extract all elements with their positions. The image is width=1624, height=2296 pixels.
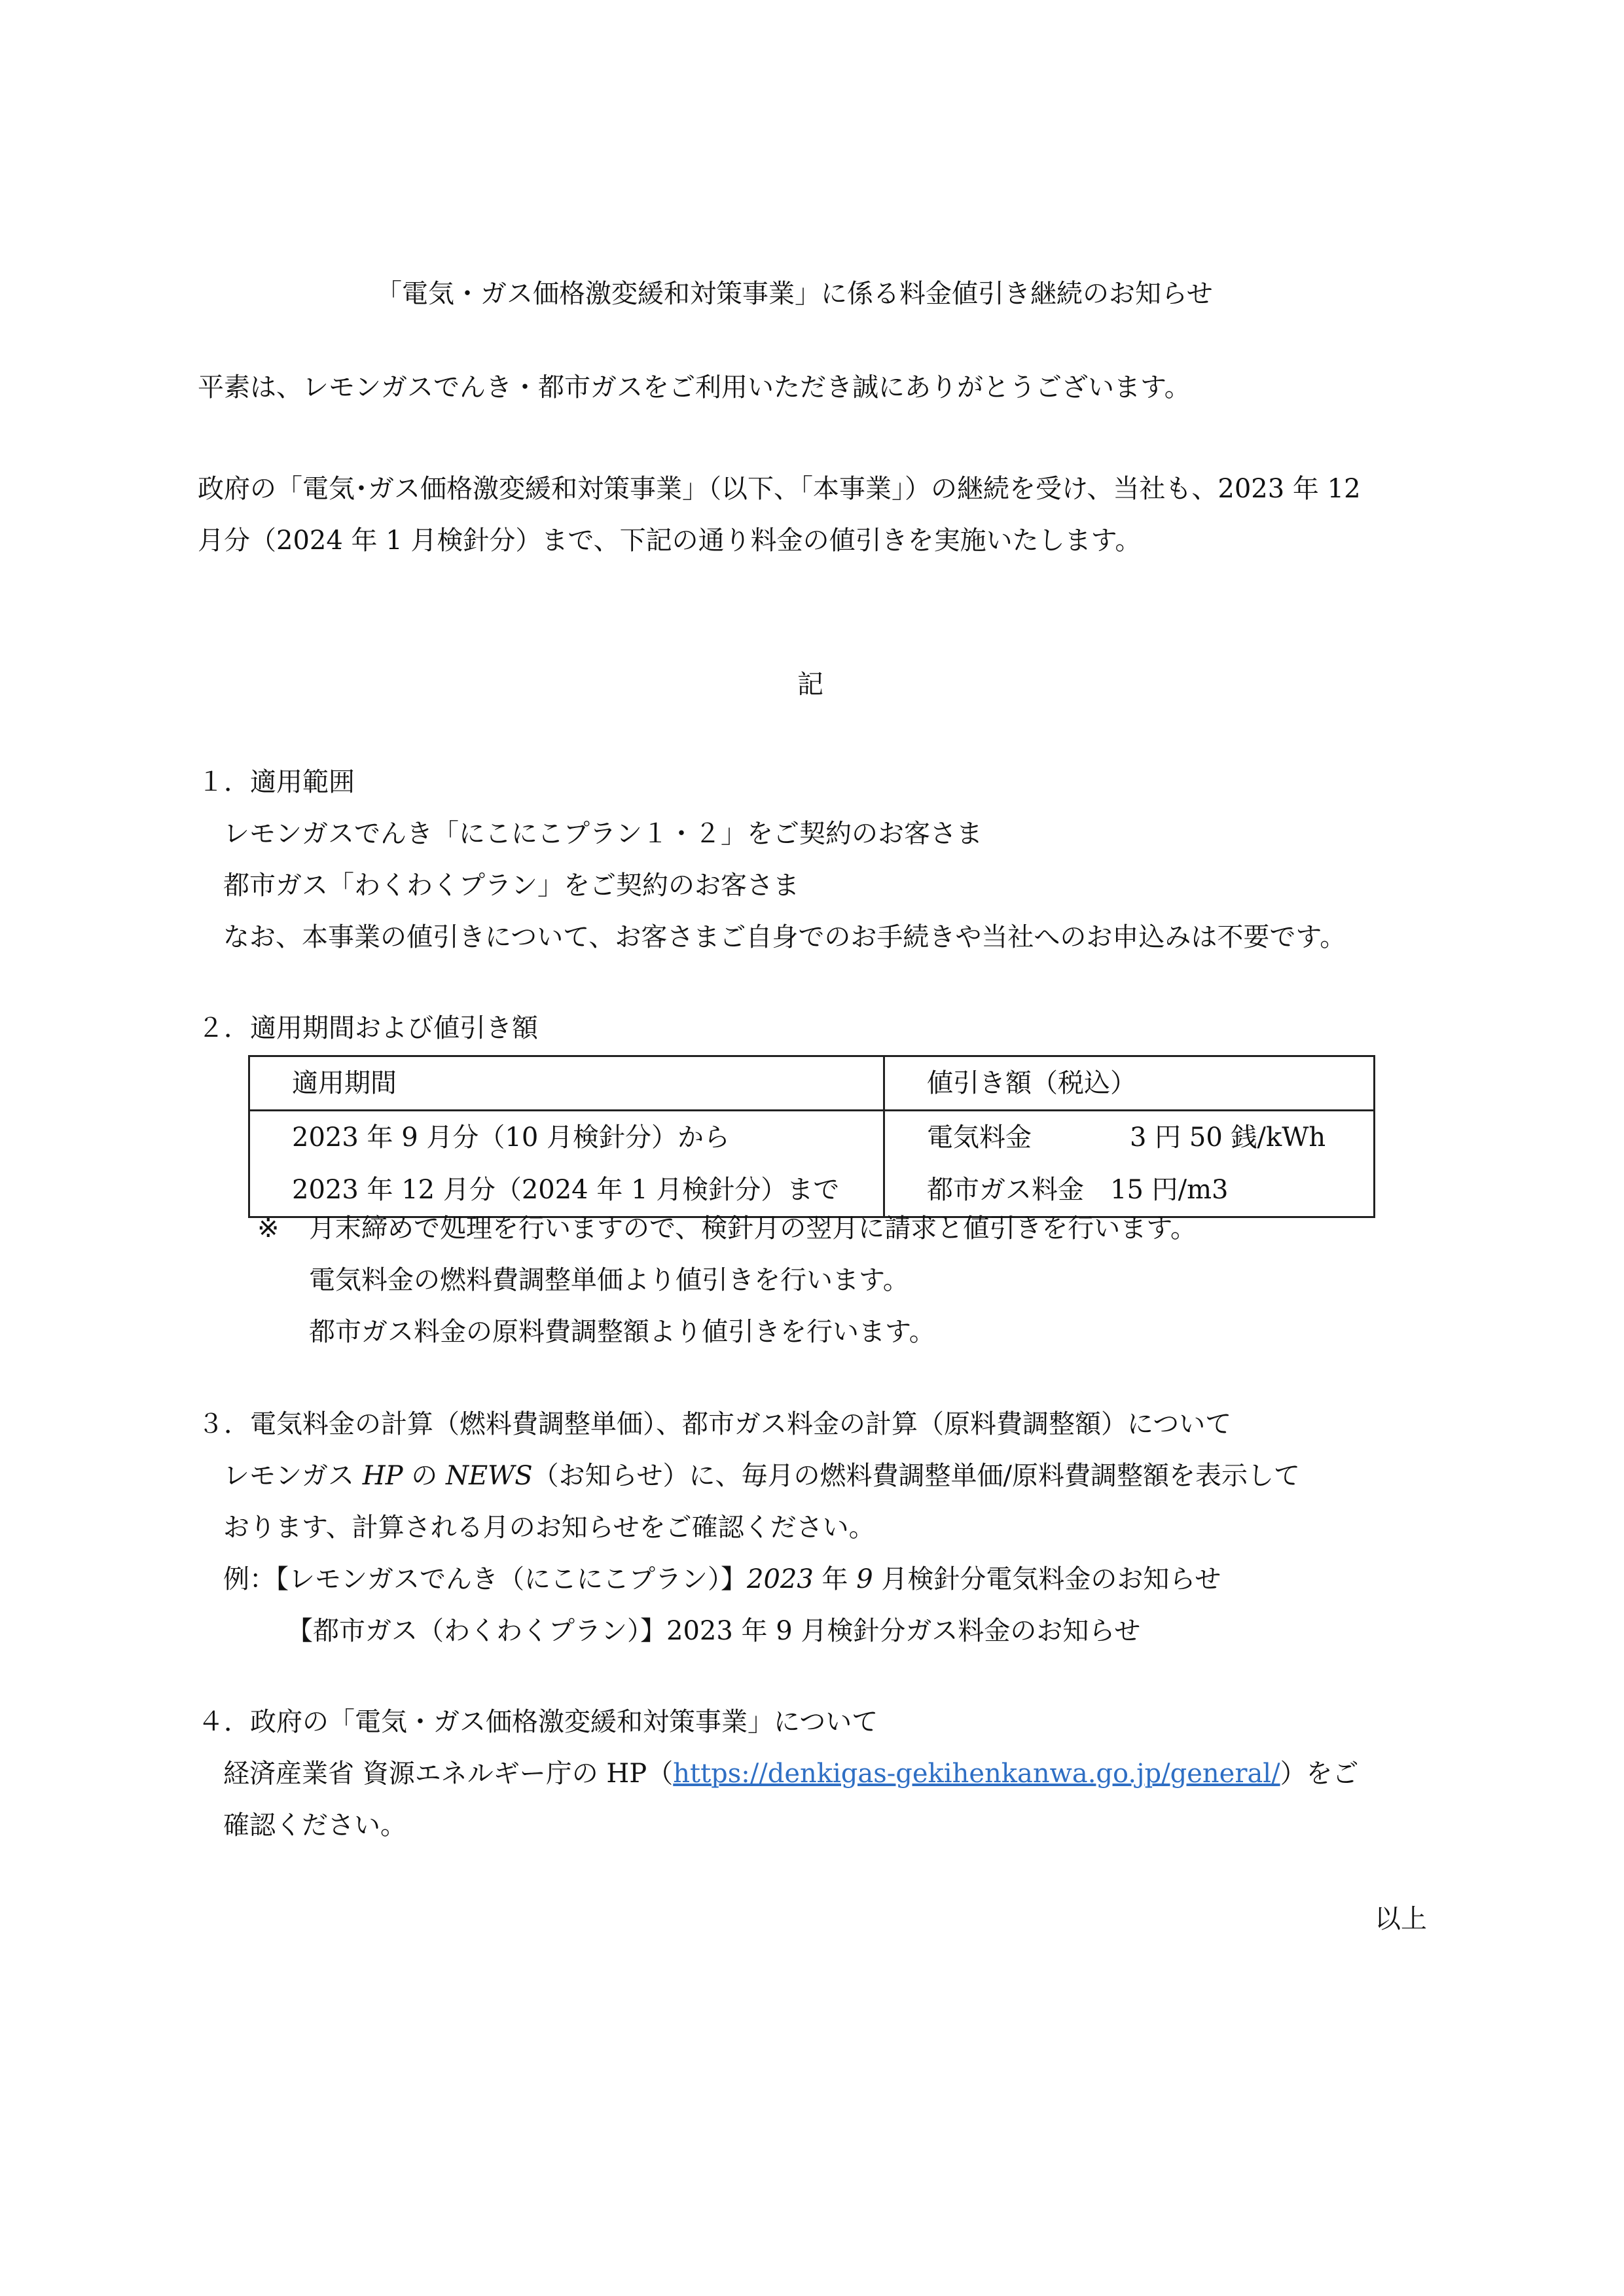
gas-label: 都市ガス料金: [927, 1175, 1084, 1205]
electricity-label: 電気料金: [927, 1122, 1032, 1153]
note-line: 都市ガス料金の原料費調整額より値引きを行います。: [309, 1317, 935, 1347]
section4-line-1: [223, 1757, 1359, 1790]
note-line: 電気料金の燃料費調整単価より値引きを行います。: [309, 1265, 909, 1295]
section1-line: 都市ガス「わくわくプラン」をご契約のお客さま: [223, 870, 799, 901]
period-end: 2023 年 12 月分（2024 年 1 月検針分）まで: [292, 1175, 840, 1205]
example-prefix: 例：: [223, 1564, 276, 1594]
government-site-link[interactable]: https://denkigas-gekihenkanwa.go.jp/general/: [673, 1759, 1280, 1789]
example-text: 【レモンガスでんき（にこにこプラン）】: [276, 1564, 747, 1594]
section3-text: の: [403, 1461, 446, 1491]
section3-text: （お知らせ）に、毎月の燃料費調整単価/原料費調整額を表示して: [532, 1461, 1300, 1491]
example-text: 月検針分電気料金のお知らせ: [873, 1564, 1221, 1594]
section4-text: 経済産業省 資源エネルギー庁の HP（: [223, 1759, 674, 1789]
example-year: 2023: [747, 1564, 814, 1594]
gas-discount: [927, 1164, 1373, 1216]
electricity-discount: [927, 1111, 1373, 1164]
section4-heading: ４．政府の「電気・ガス価格激変緩和対策事業」について: [198, 1707, 878, 1737]
intro-line-2: 月分（2024 年 1 月検針分）まで、下記の通り料金の値引きを実施いたします。: [198, 526, 1142, 556]
header-discount: 値引き額（税込）: [927, 1068, 1136, 1098]
section1-line: レモンガスでんき「にこにこプラン１・２」をご契約のお客さま: [223, 819, 983, 849]
section3-heading: ３．電気料金の計算（燃料費調整単価）、都市ガス料金の計算（原料費調整額）について: [198, 1409, 1232, 1439]
closing-text: 以上: [1375, 1904, 1427, 1934]
section4-text: ）をご: [1280, 1759, 1359, 1789]
note-mark: ※: [257, 1213, 280, 1244]
example-line-2: 【都市ガス（わくわくプラン）】2023 年 9 月検針分ガス料金のお知らせ: [287, 1616, 1141, 1646]
section3-line-1: [223, 1460, 1300, 1492]
section2-heading: ２．適用期間および値引き額: [198, 1013, 538, 1043]
table-row: [249, 1111, 1375, 1217]
section3-line-2: おります、計算される月のお知らせをご確認ください。: [223, 1513, 875, 1543]
period-start: 2023 年 9 月分（10 月検針分）から: [292, 1122, 731, 1153]
table-header-row: [249, 1056, 1375, 1111]
section1-line: なお、本事業の値引きについて、お客さまご自身でのお手続きや当社へのお申込みは不要です。: [223, 922, 1346, 952]
document-title: 「電気・ガス価格激変緩和対策事業」に係る料金値引き継続のお知らせ: [376, 279, 1213, 309]
section3-text: レモンガス: [223, 1461, 363, 1491]
electricity-value: 3 円 50 銭/kWh: [1130, 1122, 1326, 1153]
gas-value: 15 円/m3: [1110, 1175, 1229, 1205]
example-line-1: [223, 1563, 1221, 1596]
example-text: 年: [813, 1564, 857, 1594]
greeting-text: 平素は、レモンガスでんき・都市ガスをご利用いただき誠にありがとうございます。: [198, 372, 1191, 403]
news-text: NEWS: [445, 1461, 533, 1491]
discount-table: [248, 1055, 1375, 1218]
example-month: 9: [856, 1564, 873, 1594]
section4-line-2: 確認ください。: [223, 1810, 406, 1840]
note-line: 月末締めで処理を行いますので、検針月の翌月に請求と値引きを行います。: [309, 1213, 1197, 1244]
ki-heading: 記: [797, 670, 823, 700]
intro-line-1: 政府の「電気･ガス価格激変緩和対策事業」（以下、「本事業」）の継続を受け、当社も、2023 年 12: [198, 474, 1361, 504]
section1-heading: １．適用範囲: [198, 767, 355, 797]
hp-text: HP: [362, 1461, 403, 1491]
header-period: 適用期間: [292, 1068, 397, 1098]
